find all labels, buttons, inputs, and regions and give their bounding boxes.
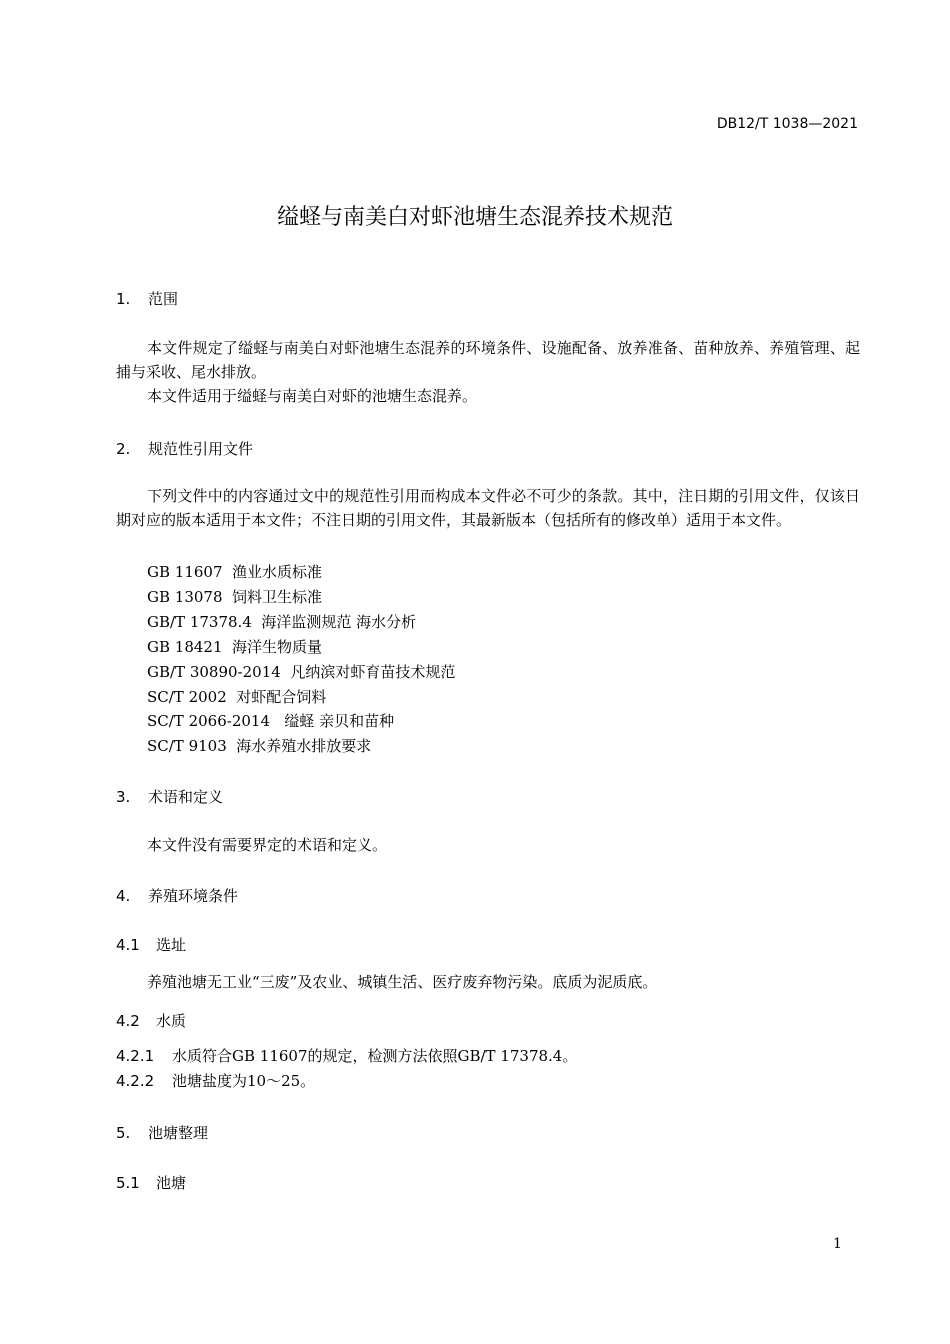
subsection-heading-4-1 (116, 934, 186, 955)
reference-item: GB/T 17378.4 海洋监测规范 海水分析 (147, 612, 417, 631)
section-heading-3 (116, 786, 223, 807)
clause-4-2-1 (116, 1045, 577, 1066)
subsection-heading-5-1 (116, 1172, 186, 1193)
reference-item: SC/T 9103 海水养殖水排放要求 (147, 737, 372, 756)
reference-item: GB 13078 饲料卫生标准 (147, 587, 323, 606)
section-number: 1. (116, 290, 131, 308)
subsection-title: 选址 (156, 936, 187, 954)
section-number: 2. (116, 440, 131, 458)
section-title: 术语和定义 (148, 788, 224, 806)
scope-paragraph: 本文件规定了缢蛏与南美白对虾池塘生态混养的环境条件、设施配备、放养准备、苗种放养、养殖管理、起捕与采收、尾水排放。 (116, 339, 860, 381)
reference-item: GB 11607 渔业水质标准 (147, 563, 323, 581)
reference-item: GB/T 30890-2014 凡纳滨对虾育苗技术规范 (147, 662, 456, 681)
section-heading-1 (116, 288, 178, 309)
section-number: 3. (116, 788, 131, 806)
section-number: 5. (116, 1124, 131, 1142)
section-title: 规范性引用文件 (148, 440, 254, 458)
subsection-heading-4-2 (116, 1010, 186, 1031)
document-id-header: DB12/T 1038—2021 (716, 116, 858, 132)
reference-item: SC/T 2002 对虾配合饲料 (147, 687, 327, 706)
clause-text: 水质符合GB 11607的规定，检测方法依照GB/T 17378.4。 (172, 1047, 578, 1065)
subsection-title: 水质 (156, 1012, 187, 1030)
section-title: 养殖环境条件 (148, 887, 239, 905)
section-heading-2 (116, 438, 253, 459)
clause-4-2-2 (116, 1070, 315, 1091)
subsection-number: 4.1 (116, 936, 140, 954)
normative-references-paragraph: 下列文件中的内容通过文中的规范性引用而构成本文件必不可少的条款。其中，注日期的引用文件，仅该日期对应的版本适用于本文件；不注日期的引用文件，其最新版本（包括所有的修改单）适用于本文件。 (116, 487, 860, 529)
site-selection-paragraph: 养殖池塘无工业“三废”及农业、城镇生活、医疗废弃物污染。底质为泥质底。 (147, 973, 658, 991)
section-heading-4 (116, 885, 238, 906)
reference-list (147, 560, 455, 759)
reference-item: GB 18421 海洋生物质量 (147, 637, 323, 656)
subsection-number: 5.1 (116, 1174, 140, 1192)
clause-number: 4.2.1 (116, 1047, 155, 1065)
section-number: 4. (116, 887, 131, 905)
reference-item: SC/T 2066-2014 缢蛏 亲贝和苗种 (147, 712, 395, 731)
scope-applicability-paragraph: 本文件适用于缢蛏与南美白对虾的池塘生态混养。 (147, 387, 478, 405)
section-heading-5 (116, 1122, 208, 1143)
clause-number: 4.2.2 (116, 1072, 155, 1090)
section-title: 池塘整理 (148, 1124, 209, 1142)
document-title: 缢蛏与南美白对虾池塘生态混养技术规范 (276, 205, 673, 230)
subsection-number: 4.2 (116, 1012, 140, 1030)
subsection-title: 池塘 (156, 1174, 187, 1192)
terms-paragraph: 本文件没有需要界定的术语和定义。 (147, 836, 388, 854)
section-title: 范围 (148, 290, 179, 308)
page-number: 1 (833, 1236, 842, 1252)
clause-text: 池塘盐度为10～25。 (172, 1072, 316, 1090)
